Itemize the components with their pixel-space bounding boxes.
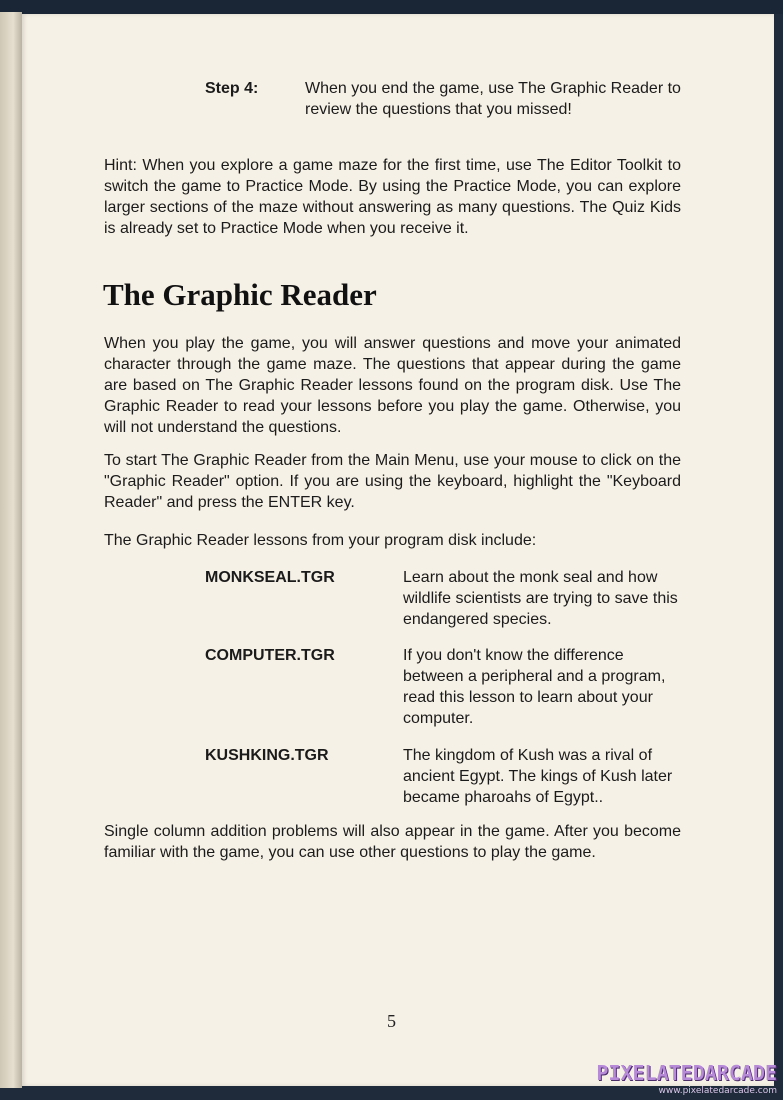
watermark xyxy=(596,1062,777,1096)
step-text: When you end the game, use The Graphic Reader to review the questions that you missed! xyxy=(305,80,681,118)
intro-paragraph: When you play the game, you will answer questions and move your animated character through the game maze. The questions that appear during the game are based on The Graphic Reader lessons found on the program disk. Use The Graphic Reader to read your lessons before you play the game. Otherwise, you will not understand the questions. xyxy=(104,335,681,436)
step-4 xyxy=(205,78,685,120)
lessons-intro: The Graphic Reader lessons from your program disk include: xyxy=(104,532,537,549)
start-instructions-paragraph: To start The Graphic Reader from the Main Menu, use your mouse to click on the "Graphic Reader" option. If you are using the keyboard, highlight the "Keyboard Reader" and press the ENTER key. xyxy=(104,452,681,511)
hint-paragraph: Hint: When you explore a game maze for the first time, use The Editor Toolkit to switch the game to Practice Mode. By using the Practice Mode, you can explore larger sections of the maze without answering as many questions. The Quiz Kids is already set to Practice Mode when you receive it. xyxy=(104,157,681,237)
lesson-item xyxy=(205,567,685,630)
lesson-item xyxy=(205,645,685,729)
step-label: Step 4: xyxy=(205,80,259,97)
page-title: The Graphic Reader xyxy=(103,277,377,312)
closing-paragraph: Single column addition problems will also appear in the game. After you become familiar with the game, you can use other questions to play the game. xyxy=(104,823,681,861)
lesson-filename: COMPUTER.TGR xyxy=(205,647,335,664)
watermark-url: www.pixelatedarcade.com xyxy=(658,1086,777,1096)
lesson-description: Learn about the monk seal and how wildlife scientists are trying to save this endangered species. xyxy=(403,569,678,628)
lesson-filename: KUSHKING.TGR xyxy=(205,747,329,764)
watermark-brand: PIXELATEDARCADE xyxy=(596,1061,777,1085)
lesson-description: If you don't know the difference between a peripheral and a program, read this lesson to learn about your computer. xyxy=(403,647,666,727)
lesson-description: The kingdom of Kush was a rival of ancient Egypt. The kings of Kush later became pharoahs of Egypt.. xyxy=(403,747,673,806)
previous-page-edge xyxy=(0,12,22,1088)
lesson-filename: MONKSEAL.TGR xyxy=(205,569,335,586)
page-number: 5 xyxy=(387,1011,396,1031)
lesson-item xyxy=(205,745,685,808)
scan-background xyxy=(0,0,783,14)
